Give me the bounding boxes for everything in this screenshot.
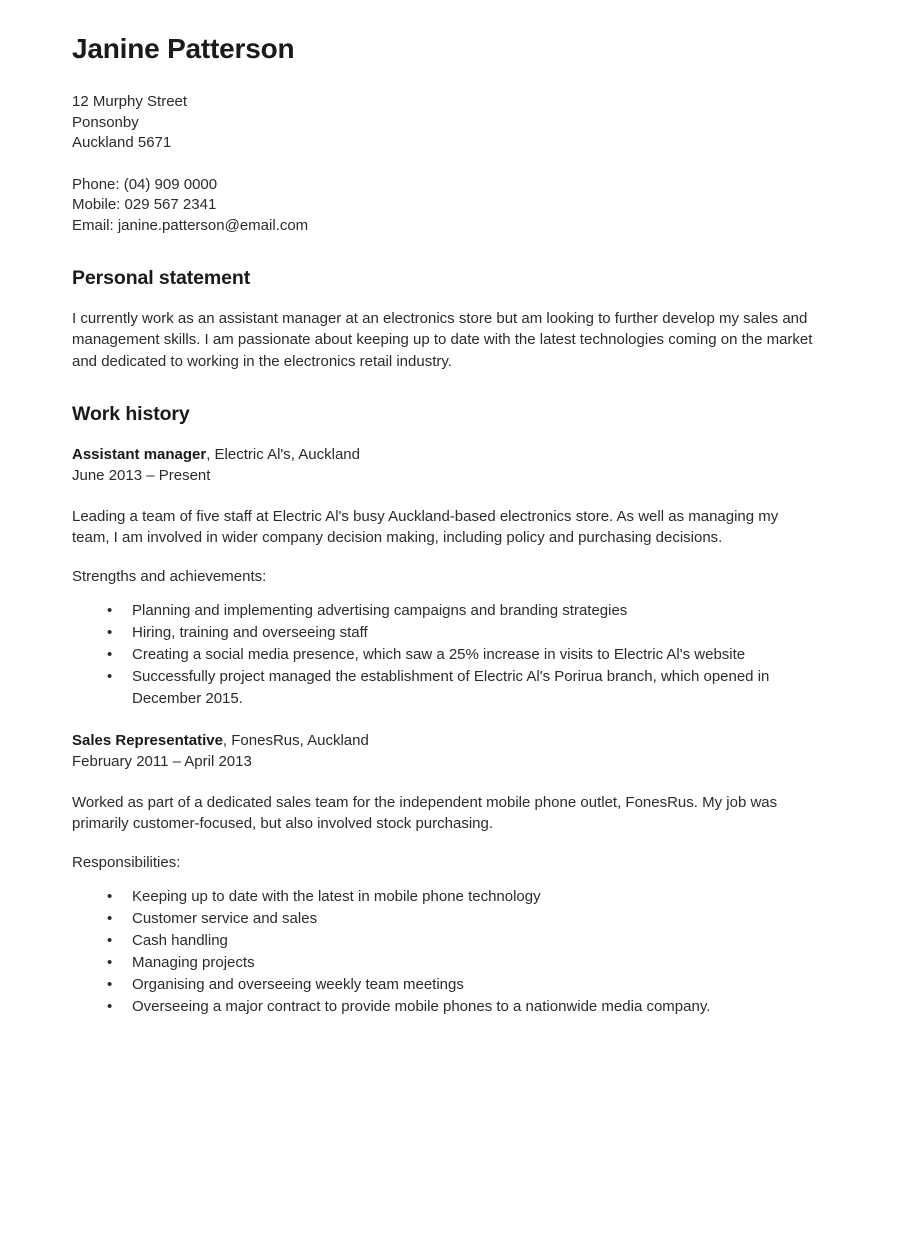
job-bullet-list [72, 886, 818, 1018]
personal-statement-text: I currently work as an assistant manager at an electronics store but am looking to further develop my sales and management skills. I am passionate about keeping up to date with the latest technologies coming on the market and dedicated to working in the electronics retail industry. [72, 310, 813, 370]
list-item: • Overseeing a major contract to provide mobile phones to a nationwide media company. [72, 996, 818, 1018]
job-company-location: , Electric Al's, Auckland [206, 445, 360, 463]
job-entry [72, 444, 818, 710]
job-dates: February 2011 – April 2013 [72, 752, 252, 770]
job-dates: June 2013 – Present [72, 466, 211, 484]
list-item: • Successfully project managed the establishment of Electric Al's Porirua branch, which opened in December 2015. [72, 666, 818, 710]
contact-email: Email: janine.patterson@email.com [72, 216, 309, 234]
job-title-line [72, 444, 818, 465]
section-heading-work-history: Work history [72, 402, 190, 425]
list-item: • Customer service and sales [72, 908, 818, 930]
list-item: • Managing projects [72, 952, 818, 974]
address-block [72, 92, 818, 154]
address-line: Auckland 5671 [72, 134, 172, 151]
job-entry [72, 730, 818, 1018]
contact-phone: Phone: (04) 909 0000 [72, 175, 218, 193]
contact-mobile: Mobile: 029 567 2341 [72, 196, 217, 213]
list-item: • Cash handling [72, 930, 818, 952]
job-bullet-list [72, 600, 818, 710]
job-list-label: Strengths and achievements: [72, 568, 267, 586]
list-item: • Organising and overseeing weekly team meetings [72, 974, 818, 996]
list-item: • Hiring, training and overseeing staff [72, 622, 818, 644]
section-heading-personal-statement: Personal statement [72, 267, 251, 289]
list-item: • Planning and implementing advertising campaigns and branding strategies [72, 600, 818, 622]
job-title-line [72, 730, 818, 751]
job-list-label: Responsibilities: [72, 854, 181, 872]
contact-block [72, 175, 818, 237]
job-role: Assistant manager [72, 445, 207, 463]
job-description: Leading a team of five staff at Electric Al's busy Auckland-based electronics store. As well as managing my team, I am involved in wider company decision making, including policy and purchasing decisions. [72, 507, 779, 547]
address-line: Ponsonby [72, 113, 139, 131]
job-description: Worked as part of a dedicated sales team for the independent mobile phone outlet, FonesRus. My job was primarily customer-focused, but also involved stock purchasing. [72, 793, 778, 833]
job-company-location: , FonesRus, Auckland [222, 731, 369, 749]
page-title: Janine Patterson [72, 33, 295, 64]
list-item: • Keeping up to date with the latest in mobile phone technology [72, 886, 818, 908]
list-item: • Creating a social media presence, which saw a 25% increase in visits to Electric Al's website [72, 644, 818, 666]
job-role: Sales Representative [72, 731, 223, 749]
address-line: 12 Murphy Street [72, 93, 188, 110]
